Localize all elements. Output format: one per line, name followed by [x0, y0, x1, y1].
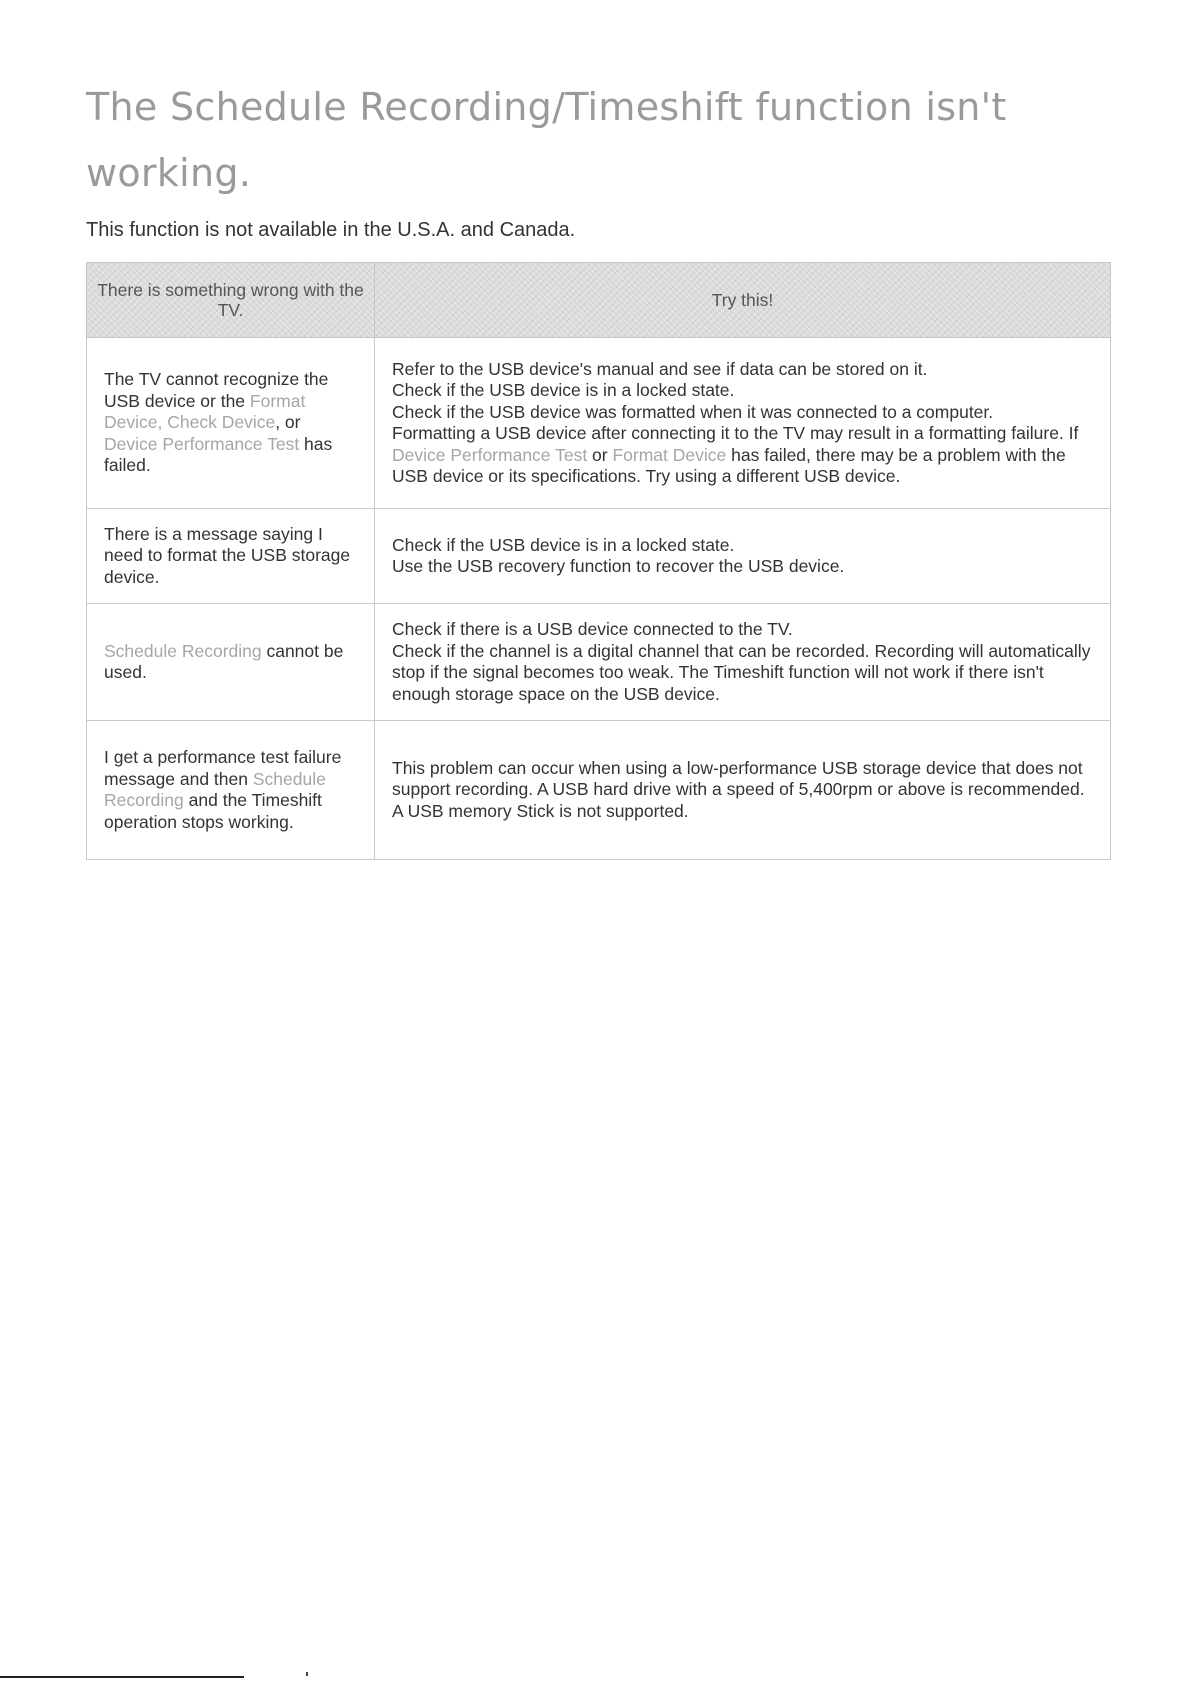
footer-rule [0, 1676, 244, 1678]
table-row [87, 721, 1111, 860]
table-header-row [87, 263, 1111, 338]
problem-text: and the Timeshift operation stops working. [104, 790, 322, 832]
solution-text: Formatting a USB device after connecting it to the TV may result in a formatting failure. If [392, 423, 1079, 443]
problem-cell [87, 604, 375, 721]
problem-text: The TV cannot recognize the USB device or the [104, 369, 329, 411]
menu-term-schedule-recording: Schedule Recording [104, 640, 262, 661]
solution-cell [375, 604, 1111, 721]
header-problem: There is something wrong with the TV. [87, 263, 375, 338]
solution-cell [375, 338, 1111, 509]
solution-line: Check if the USB device is in a locked state. [392, 380, 735, 400]
problem-text: has failed. [104, 433, 333, 476]
problem-text: I get a performance test failure message and then [104, 747, 342, 789]
solution-line: Use the USB recovery function to recover the USB device. [392, 556, 845, 576]
page-title: The Schedule Recording/Timeshift function isn't working. [86, 85, 1007, 195]
problem-cell [87, 721, 375, 860]
problem-text: , or [275, 412, 301, 433]
solution-cell: This problem can occur when using a low-performance USB storage device that does not support recording. A USB hard drive with a speed of 5,400rpm or above is recommended. A USB memory Stick is not supported. [375, 721, 1111, 860]
solution-line: Check if the USB device is in a locked state. [392, 534, 735, 555]
table-row [87, 604, 1111, 721]
menu-term-schedule-recording: Schedule Recording [104, 768, 326, 810]
solution-line: Check if there is a USB device connected to the TV. [392, 619, 793, 639]
problem-cell: There is a message saying I need to format the USB storage device. [87, 509, 375, 604]
footer-mark [306, 1672, 308, 1676]
punctuation: , [157, 412, 168, 433]
solution-paragraph [392, 423, 1092, 488]
solution-line: Check if the channel is a digital channel that can be recorded. Recording will automatically stop if the signal becomes too weak. The Timeshift function will not work if there isn't enough storage space on the USB device. [392, 640, 1091, 704]
menu-term-check-device: Check Device [167, 412, 276, 433]
menu-term-format-device: Format Device [104, 390, 306, 433]
solution-text: or [587, 444, 613, 465]
problem-text: cannot be used. [104, 640, 344, 682]
header-solution: Try this! [375, 263, 1111, 338]
menu-term-format-device: Format Device [612, 444, 727, 465]
problem-cell [87, 338, 375, 509]
menu-term-device-performance-test: Device Performance Test [104, 433, 300, 454]
troubleshooting-table [86, 262, 1111, 860]
table-row [87, 338, 1111, 509]
solution-cell [375, 509, 1111, 604]
solution-line: Refer to the USB device's manual and see if data can be stored on it. [392, 358, 928, 379]
solution-line: Check if the USB device was formatted when it was connected to a computer. [392, 401, 994, 422]
menu-term-device-performance-test: Device Performance Test [392, 444, 588, 465]
availability-note: This function is not available in the U.S.A. and Canada. [86, 219, 576, 241]
table-row [87, 509, 1111, 604]
solution-text: has failed, there may be a problem with the USB device or its specifications. Try using a different USB device. [392, 444, 1066, 486]
